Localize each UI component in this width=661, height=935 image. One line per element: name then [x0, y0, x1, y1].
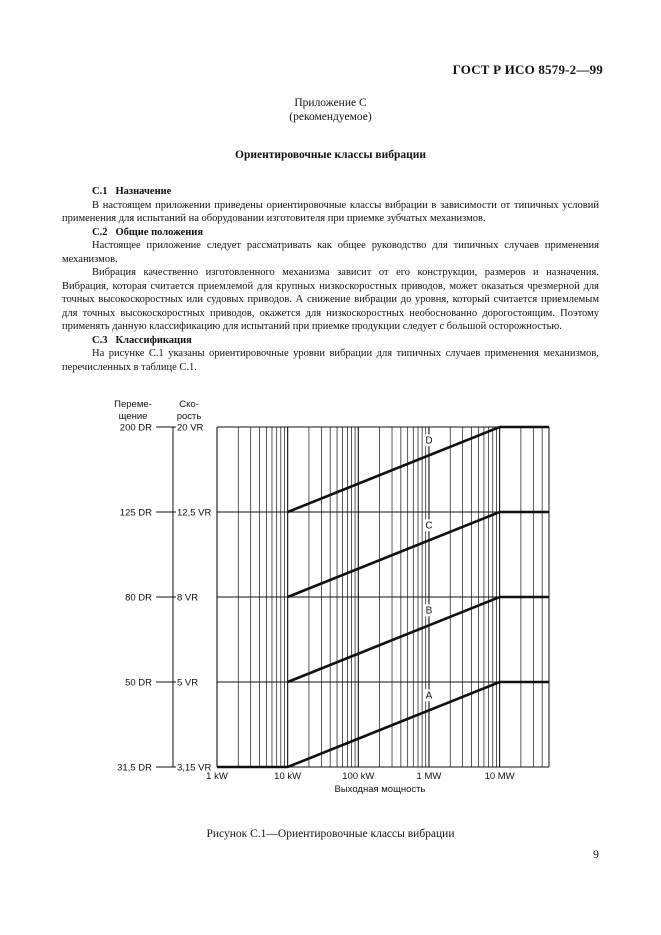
- document-id: ГОСТ Р ИСО 8579-2—99: [452, 62, 603, 77]
- y-tick-label-velocity: 12,5 VR: [177, 507, 212, 519]
- series-label: A: [425, 690, 433, 702]
- section-heading-c2: С.2 Общие положения: [92, 226, 204, 238]
- section-title: Ориентировочные классы вибрации: [235, 149, 426, 161]
- x-tick-label: 1 MW: [416, 771, 442, 782]
- y-tick-label-velocity: 3,15 VR: [177, 762, 212, 774]
- y-tick-label-velocity: 5 VR: [177, 677, 199, 689]
- figure-caption: Рисунок С.1—Ориентировочные классы вибрации: [206, 828, 455, 840]
- x-axis-label: Выходная мощность: [334, 784, 426, 795]
- x-tick-label: 10 MW: [484, 771, 515, 782]
- y-axis-right-title: рость: [176, 411, 202, 422]
- y-tick-label-displacement: 125 DR: [119, 507, 152, 519]
- x-tick-label: 100 kW: [342, 771, 375, 782]
- x-tick-label: 10 kW: [274, 771, 302, 782]
- y-tick-label-displacement: 200 DR: [119, 422, 152, 434]
- y-axis-left-title: щение: [118, 411, 148, 422]
- y-tick-label-velocity: 8 VR: [177, 592, 199, 604]
- paragraph: На рисунке С.1 указаны ориентировочные уровни вибрации для типичных случаев применения механизмов, перечисленных в таблице С.1.: [62, 348, 599, 373]
- y-tick-label-displacement: 31,5 DR: [117, 762, 152, 774]
- page-number: 9: [593, 847, 599, 861]
- paragraph: В настоящем приложении приведены ориентировочные классы вибрации в зависимости от типичных условий применения для испытаний на оборудовании изготовителя при приемке зубчатых механизмов.: [62, 199, 599, 224]
- annex-status: (рекомендуемое): [289, 111, 372, 123]
- series-label: B: [425, 605, 433, 617]
- y-tick-label-displacement: 50 DR: [125, 677, 152, 689]
- annex-title: Приложение С: [294, 97, 367, 109]
- paragraph: Настоящее приложение следует рассматривать как общее руководство для типичных случаев применения механизмов.: [62, 240, 599, 265]
- y-tick-label-velocity: 20 VR: [177, 422, 204, 434]
- x-tick-label: 1 kW: [206, 771, 228, 782]
- paragraph: Вибрация качественно изготовленного механизма зависит от его конструкции, размеров и назначения. Вибрация, которая считается приемлемой для крупных низкоскоростных приводов, может оказаться чрезмерной для точных высокоскоростных или судовых приводов. А снижение вибрации до уровня, который считается приемлемым для точных высокоскоростных приводов, окажется для низкоскоростных необоснованно дорогостоящим. Поэтому применять данную классификацию для испытаний при приемке продукции следует с большой осторожностью.: [62, 267, 599, 332]
- series-label: D: [425, 435, 433, 447]
- y-axis-left-title: Переме-: [114, 399, 152, 410]
- section-heading-c1: С.1 Назначение: [92, 186, 172, 197]
- y-tick-label-displacement: 80 DR: [125, 592, 152, 604]
- y-axis-right-title: Ско-: [179, 399, 199, 410]
- section-heading-c3: С.3 Классификация: [92, 334, 192, 346]
- series-label: C: [425, 520, 433, 532]
